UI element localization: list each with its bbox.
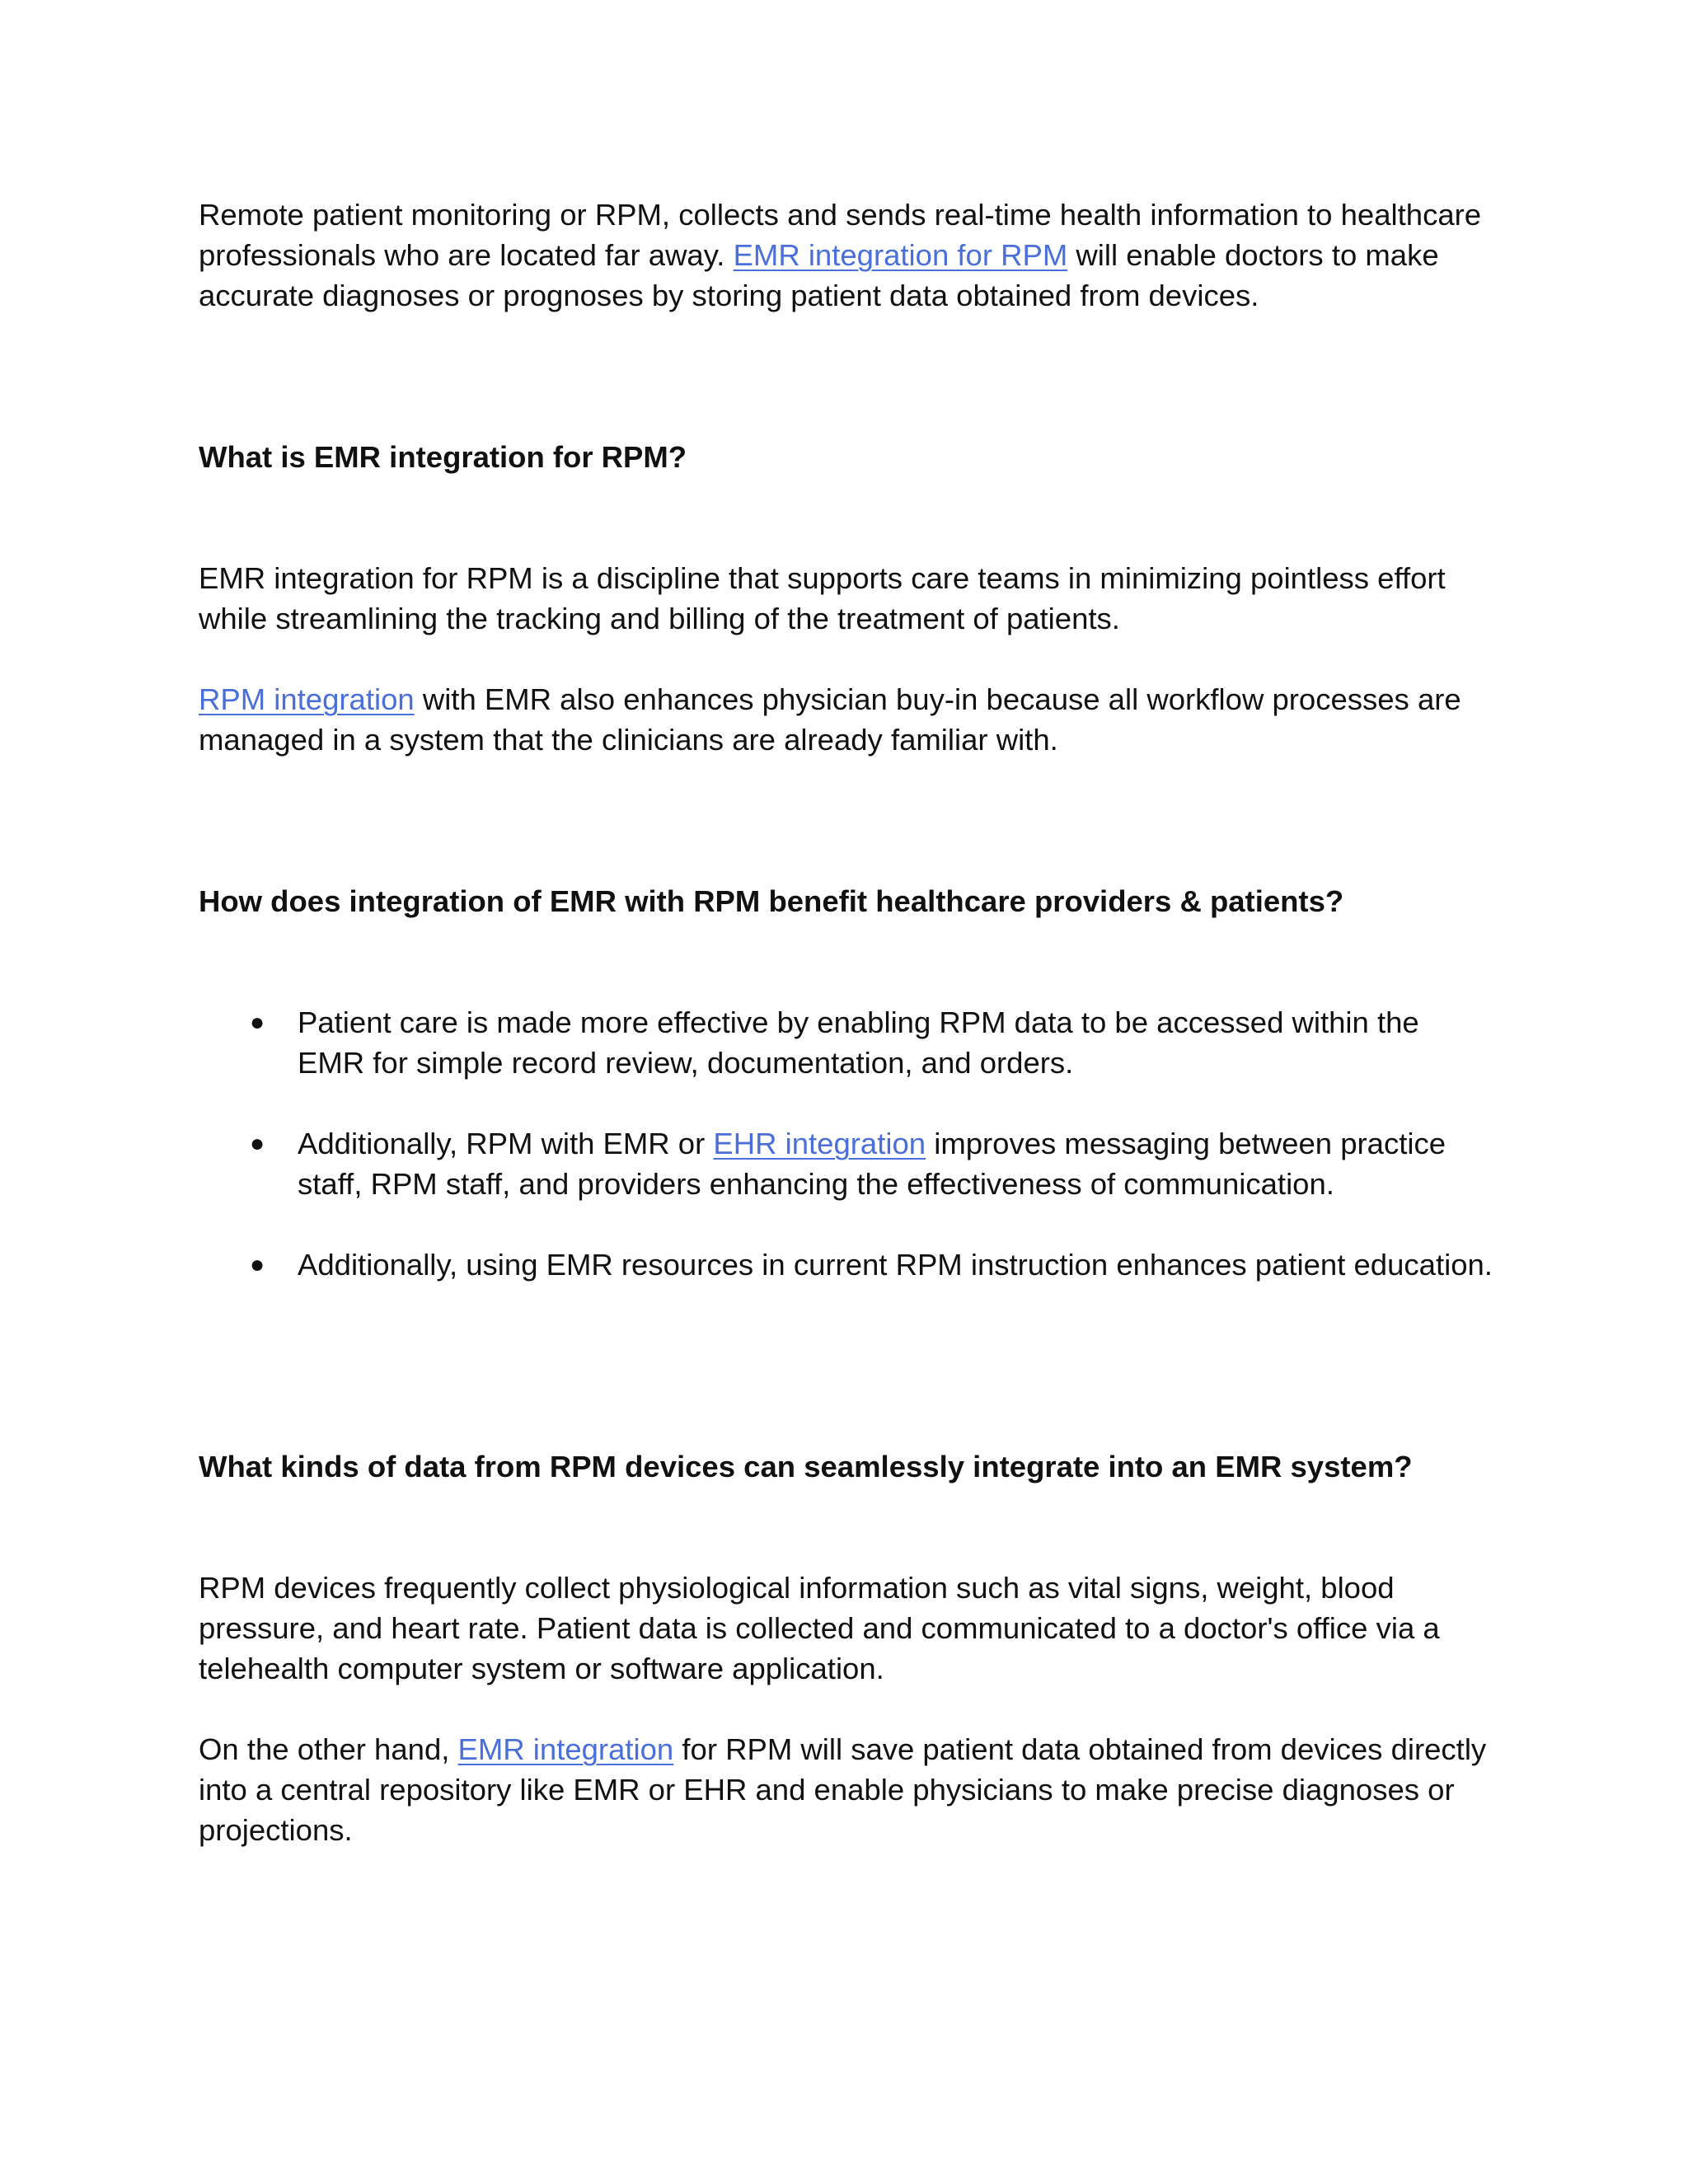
spacer bbox=[199, 316, 1493, 437]
spacer bbox=[199, 921, 1493, 1002]
spacer bbox=[199, 477, 1493, 558]
section1-paragraph-2-text: with EMR also enhances physician buy-in because all workflow processes are managed in a system that the clinicians are already familiar with. bbox=[199, 682, 1461, 757]
section3-paragraph-2 bbox=[199, 1729, 1493, 1850]
spacer bbox=[199, 1285, 1493, 1446]
benefits-list bbox=[199, 1002, 1493, 1285]
spacer bbox=[199, 1689, 1493, 1729]
bullet-icon: ● bbox=[250, 1130, 265, 1157]
spacer bbox=[199, 760, 1493, 881]
list-item-text: Additionally, using EMR resources in current RPM instruction enhances patient education. bbox=[298, 1248, 1493, 1282]
section1-paragraph-2 bbox=[199, 679, 1493, 760]
spacer bbox=[199, 1487, 1493, 1568]
list-item bbox=[199, 1123, 1493, 1204]
section2-heading: How does integration of EMR with RPM benefit healthcare providers & patients? bbox=[199, 884, 1344, 918]
list-item bbox=[199, 1002, 1493, 1083]
rpm-integration-link[interactable]: RPM integration bbox=[199, 682, 415, 716]
list-item-text: Patient care is made more effective by enabling RPM data to be accessed within the EMR for simple record review, documentation, and orders. bbox=[298, 1005, 1419, 1080]
section1-paragraph-1: EMR integration for RPM is a discipline that supports care teams in minimizing pointless effort while streamlining the tracking and billing of the treatment of patients. bbox=[199, 561, 1446, 635]
intro-text-before: Remote patient monitoring or RPM, collects and sends real-time health information to healthcare professionals who are located far away. bbox=[199, 198, 1482, 272]
intro-text-after: will enable doctors to make accurate diagnoses or prognoses by storing patient data obtained from devices. bbox=[199, 238, 1439, 312]
list-item-text-after: improves messaging between practice staff, RPM staff, and providers enhancing the effectiveness of communication. bbox=[298, 1127, 1447, 1201]
document-content bbox=[199, 194, 1493, 1850]
section3-paragraph-2-before: On the other hand, bbox=[199, 1732, 458, 1766]
list-item bbox=[199, 1244, 1493, 1285]
ehr-integration-link[interactable]: EHR integration bbox=[713, 1127, 926, 1160]
section1-heading: What is EMR integration for RPM? bbox=[199, 440, 687, 474]
section3-paragraph-1: RPM devices frequently collect physiological information such as vital signs, weight, blood pressure, and heart rate. Patient data is collected and communicated to a doctor's office via a telehealth computer system or software application. bbox=[199, 1571, 1440, 1685]
spacer bbox=[199, 639, 1493, 679]
bullet-icon: ● bbox=[250, 1009, 265, 1036]
intro-paragraph bbox=[199, 194, 1493, 316]
list-item-text-before: Additionally, RPM with EMR or bbox=[298, 1127, 714, 1160]
section3-heading: What kinds of data from RPM devices can seamlessly integrate into an EMR system? bbox=[199, 1450, 1413, 1483]
bullet-icon: ● bbox=[250, 1251, 265, 1278]
emr-integration-link[interactable]: EMR integration bbox=[457, 1732, 674, 1766]
emr-integration-for-rpm-link[interactable]: EMR integration for RPM bbox=[733, 238, 1068, 272]
section3-paragraph-2-after: for RPM will save patient data obtained from devices directly into a central repository like EMR or EHR and enable physicians to make precise diagnoses or projections. bbox=[199, 1732, 1487, 1847]
